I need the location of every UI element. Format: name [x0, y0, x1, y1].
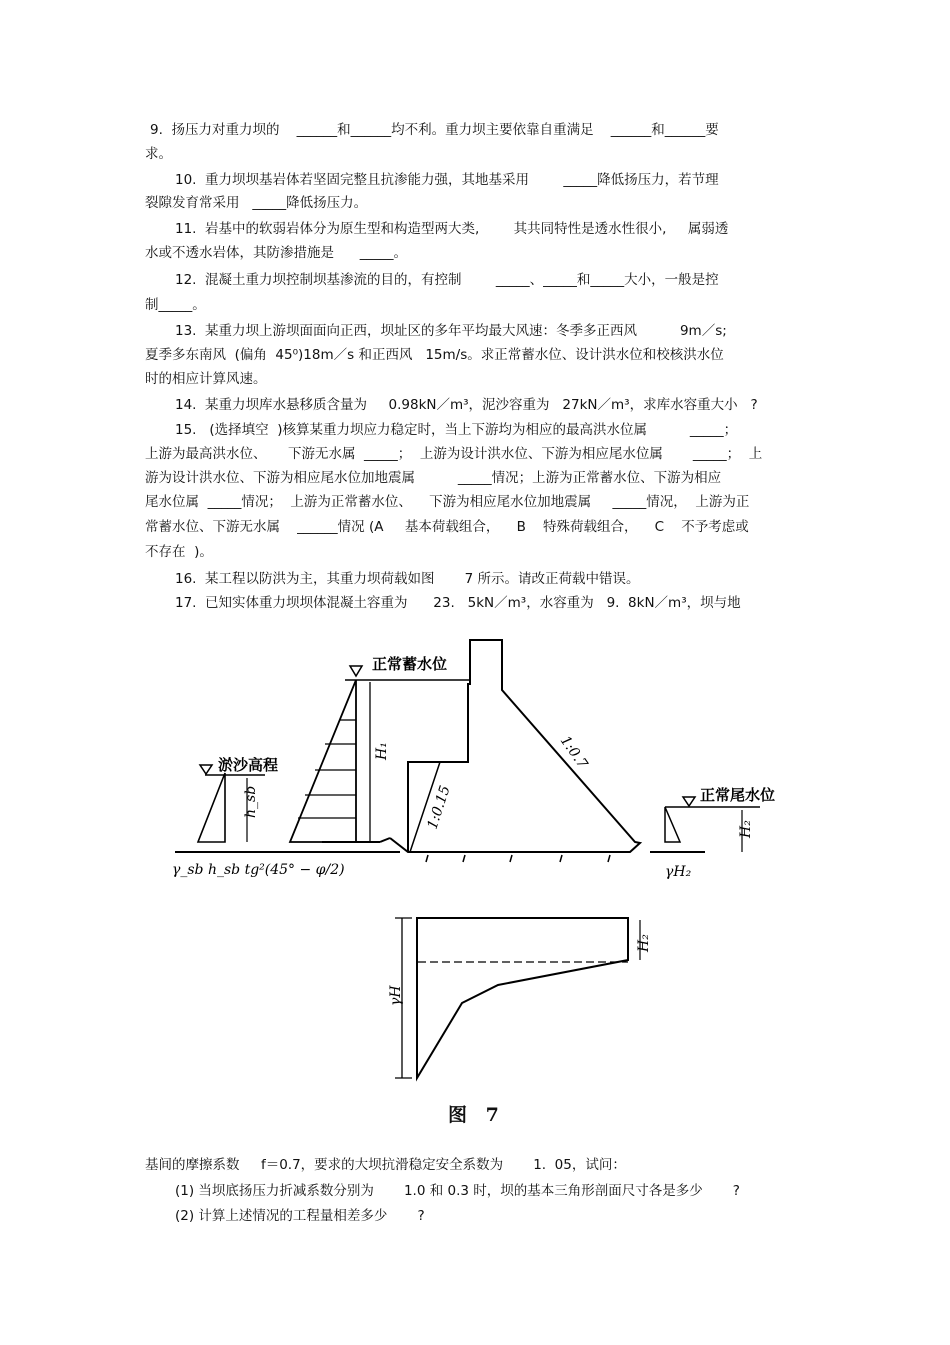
q9-line2: 求。 — [145, 146, 172, 162]
uplift-diagram — [417, 918, 628, 1078]
q13-line2: 夏季多东南风 (偏角 45⁰)18m／s 和正西风 15m/s。求正常蓄水位、设计洪水位和校核洪水位 — [145, 347, 724, 363]
label-h2: H₂ — [738, 820, 754, 838]
label-normal-pool: 正常蓄水位 — [372, 655, 448, 673]
q15-line4: 尾水位属 _____情况； 上游为正常蓄水位、 下游为相应尾水位加地震属 _____情况， 上游为正 — [145, 494, 750, 510]
q17-part1: (1) 当坝底扬压力折减系数分别为 1.0 和 0.3 时，坝的基本三角形剖面尺寸各是多少 ? — [175, 1183, 740, 1199]
q13-line1: 13. 某重力坝上游坝面面向正西，坝址区的多年平均最大风速：冬季多正西风 9m／s; — [175, 323, 727, 339]
q13-line3: 时的相应计算风速。 — [145, 371, 267, 387]
foundation-ticks — [426, 855, 610, 862]
label-tail: 正常尾水位 — [700, 786, 776, 804]
q17-line1: 17. 已知实体重力坝坝体混凝土容重为 23. 5kN／m³，水容重为 9. 8kN／m³，坝与地 — [175, 595, 741, 611]
label-gh: γH — [388, 985, 404, 1006]
q12-line1: 12. 混凝土重力坝控制坝基渗流的目的，有控制 _____、_____和_____大小，一般是控 — [175, 272, 719, 288]
q10-line1: 10. 重力坝坝基岩体若坚固完整且抗渗能力强，其地基采用 _____降低扬压力，若节理 — [175, 172, 719, 188]
q16-line1: 16. 某工程以防洪为主，其重力坝荷载如图 7 所示。请改正荷载中错误。 — [175, 571, 640, 587]
q17-line2: 基间的摩擦系数 f＝0.7，要求的大坝抗滑稳定安全系数为 1. 05，试问： — [145, 1157, 626, 1173]
q15-line6: 不存在 )。 — [145, 544, 213, 560]
q10-line2: 裂隙发育常采用 _____降低扬压力。 — [145, 195, 368, 211]
q11-line2: 水或不透水岩体，其防渗措施是 _____。 — [145, 245, 407, 261]
q12-line2: 制_____。 — [145, 297, 206, 313]
q15-line1: 15. (选择填空 )核算某重力坝应力稳定时，当上下游均为相应的最高洪水位属 _____； — [175, 422, 738, 438]
tail-level-mark — [683, 797, 695, 806]
silt-level-mark — [200, 765, 212, 774]
q15-line5: 常蓄水位、下游无水属 ______情况 (A 基本荷载组合， B 特殊荷载组合， C 不予考虑或 — [145, 519, 749, 535]
label-hsb: h_sb — [243, 785, 259, 818]
pool-level-mark — [350, 666, 362, 676]
ground-link — [380, 838, 390, 842]
q15-line2: 上游为最高洪水位、 下游无水属 _____； 上游为设计洪水位、下游为相应尾水位属 _____； 上 — [145, 446, 763, 462]
label-gh2: γH₂ — [665, 864, 692, 880]
q14-line1: 14. 某重力坝库水悬移质含量为 0.98kN／m³，泥沙容重为 27kN／m³，求库水容重大小 ? — [175, 397, 758, 413]
label-h1: H₁ — [374, 742, 390, 760]
label-silt: 淤沙高程 — [218, 756, 279, 774]
figure-caption: 图 7 — [448, 1104, 505, 1126]
q15-line3: 游为设计洪水位、下游为相应尾水位加地震属 _____情况；上游为正常蓄水位、下游为相应 — [145, 470, 722, 486]
silt-triangle — [198, 773, 225, 842]
label-silt-formula: γ_sb h_sb tg²(45° − φ/2) — [172, 862, 345, 878]
q11-line1: 11. 岩基中的软弱岩体分为原生型和构造型两大类, 其共同特性是透水性很小, 属弱透 — [175, 221, 729, 237]
label-slope2: 1:0.7 — [556, 733, 591, 772]
q9-line1: 9. 扬压力对重力坝的 ______和______均不利。重力坝主要依靠自重满足 ______和______要 — [150, 122, 719, 138]
q17-part2: (2) 计算上述情况的工程量相差多少 ? — [175, 1208, 425, 1224]
label-slope1: 1:0.15 — [424, 783, 454, 832]
label-uplift-gh2: H₂ — [636, 934, 652, 952]
tail-triangle — [665, 807, 680, 842]
